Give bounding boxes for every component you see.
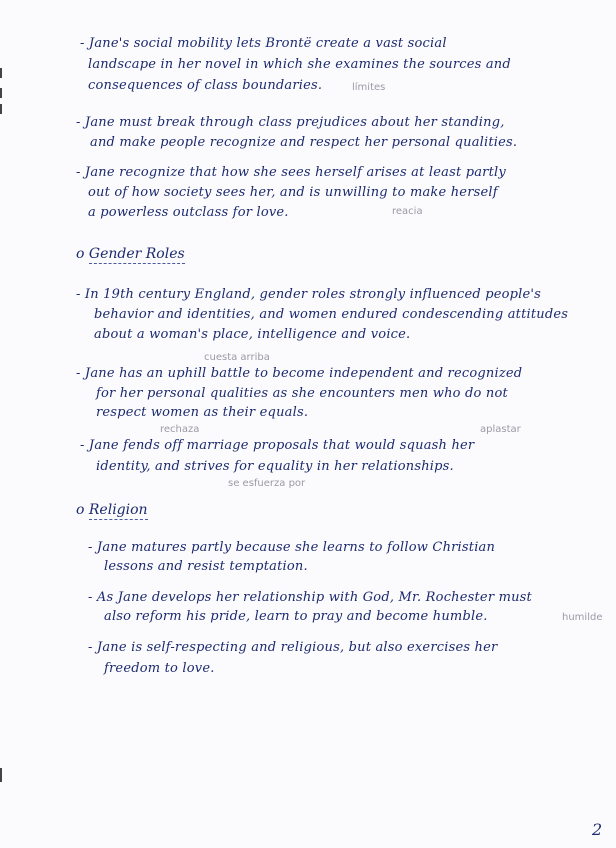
- annotation-reacia: reacia: [392, 206, 423, 217]
- note-line: - Jane's social mobility lets Brontë create a vast social: [80, 36, 447, 51]
- gender-heading-title: Gender Roles: [88, 246, 185, 262]
- section-heading-gender: [76, 246, 185, 262]
- note-line: for her personal qualities as she encounters men who do not: [96, 386, 508, 401]
- note-line: respect women as their equals.: [96, 405, 309, 420]
- section-heading-religion: [76, 502, 148, 518]
- note-line: about a woman's place, intelligence and voice.: [94, 327, 411, 342]
- edge-mark: [0, 68, 2, 78]
- note-line: - Jane must break through class prejudices about her standing,: [76, 115, 505, 130]
- note-line: out of how society sees her, and is unwilling to make herself: [88, 185, 498, 200]
- note-line: - In 19th century England, gender roles strongly influenced people's: [76, 287, 542, 302]
- annotation-rechaza: rechaza: [160, 424, 200, 435]
- note-line: freedom to love.: [104, 661, 215, 676]
- note-line: consequences of class boundaries.: [88, 78, 323, 93]
- note-line: - As Jane develops her relationship with God, Mr. Rochester must: [88, 590, 532, 605]
- annotation-cuesta-arriba: cuesta arriba: [204, 352, 270, 363]
- note-line: landscape in her novel in which she examines the sources and: [88, 57, 511, 72]
- annotation-se-esfuerza-por: se esfuerza por: [228, 478, 306, 489]
- edge-mark: [0, 88, 2, 98]
- note-line: - Jane is self-respecting and religious, but also exercises her: [88, 640, 498, 655]
- page-number: 2: [592, 820, 603, 839]
- annotation-humilde: humilde: [562, 612, 603, 623]
- bullet-circle-icon: o: [76, 502, 89, 518]
- note-line: - Jane matures partly because she learns to follow Christian: [88, 540, 496, 555]
- note-line: - Jane fends off marriage proposals that would squash her: [80, 438, 475, 453]
- note-line: lessons and resist temptation.: [104, 559, 308, 574]
- note-line: identity, and strives for equality in her relationships.: [96, 459, 454, 474]
- note-line: also reform his pride, learn to pray and become humble.: [104, 609, 488, 624]
- annotation-aplastar: aplastar: [480, 424, 521, 435]
- edge-mark: [0, 768, 2, 782]
- annotation-limites: límites: [352, 82, 386, 93]
- bullet-circle-icon: o: [76, 246, 89, 262]
- religion-heading-title: Religion: [88, 502, 148, 518]
- note-line: - Jane recognize that how she sees herself arises at least partly: [76, 165, 506, 180]
- note-line: a powerless outclass for love.: [88, 205, 289, 220]
- note-line: behavior and identities, and women endured condescending attitudes: [94, 307, 569, 322]
- note-line: - Jane has an uphill battle to become independent and recognized: [76, 366, 523, 381]
- note-line: and make people recognize and respect her personal qualities.: [90, 135, 518, 150]
- edge-mark: [0, 104, 2, 114]
